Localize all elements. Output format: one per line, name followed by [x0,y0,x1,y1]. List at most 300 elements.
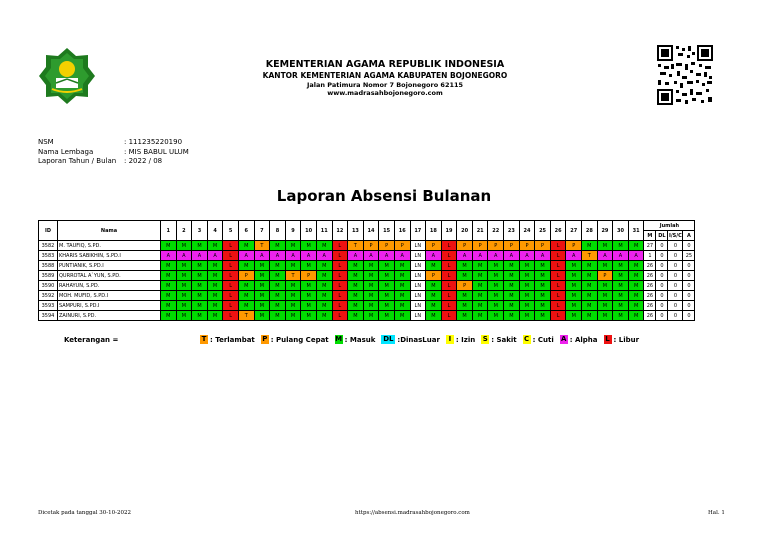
cell-day: M [207,241,223,251]
cell-day: M [285,311,301,321]
legend [64,335,645,344]
cell-day: L [223,281,239,291]
cell-day: M [519,291,535,301]
table-row [39,271,695,281]
cell-day: L [441,311,457,321]
cell-day: M [161,281,177,291]
cell-day: LN [410,301,426,311]
table-row [39,251,695,261]
cell-day: M [519,271,535,281]
legend-label: Keterangan = [64,335,119,344]
legend-text: : Cuti [532,335,554,344]
cell-day: M [192,301,208,311]
cell-day: L [441,291,457,301]
cell-day: M [301,261,317,271]
cell-day: M [254,271,270,281]
cell-day: M [285,261,301,271]
cell-day: M [207,301,223,311]
cell-day: L [223,251,239,261]
col-header-day: 25 [535,221,551,241]
cell-day: A [176,251,192,261]
cell-day: M [597,241,613,251]
cell-day: M [504,271,520,281]
meta-row-period [38,157,189,167]
cell-day: M [270,301,286,311]
cell-sum: 0 [668,251,683,261]
cell-day: M [207,311,223,321]
cell-day: LN [410,251,426,261]
cell-day: M [597,261,613,271]
cell-day: M [566,261,582,271]
cell-sum: 0 [668,271,683,281]
cell-day: M [316,281,332,291]
cell-sum: 26 [644,261,656,271]
cell-day: L [332,311,348,321]
cell-day: M [472,301,488,311]
cell-day: M [582,281,598,291]
cell-day: M [394,311,410,321]
table-row [39,261,695,271]
cell-day: T [254,241,270,251]
legend-text: : Pulang Cepat [270,335,329,344]
cell-day: M [176,241,192,251]
cell-day: M [535,311,551,321]
cell-day: T [582,251,598,261]
cell-day: M [301,241,317,251]
cell-day: M [192,311,208,321]
cell-day: M [519,311,535,321]
cell-day: M [161,241,177,251]
cell-day: L [550,271,566,281]
legend-item [381,335,440,344]
cell-sum: 0 [668,291,683,301]
cell-day: M [176,311,192,321]
legend-swatch: M [335,335,343,343]
cell-day: M [161,271,177,281]
cell-day: L [550,251,566,261]
qr-code [656,44,714,106]
legend-swatch: I [446,335,454,344]
meta-value: : 2022 / 08 [124,157,163,165]
cell-day: M [394,281,410,291]
cell-day: M [176,271,192,281]
cell-day: M [628,261,644,271]
col-header-jumlah: Jumlah [644,221,695,231]
cell-id: 3593 [39,301,58,311]
cell-day: M [161,261,177,271]
cell-day: L [550,301,566,311]
cell-day: L [332,291,348,301]
legend-swatch: A [561,335,567,343]
cell-day: M [316,271,332,281]
col-header-day: 30 [613,221,629,241]
cell-day: M [582,261,598,271]
cell-day: M [161,311,177,321]
legend-swatch: DL [383,335,394,343]
table-row [39,281,695,291]
col-header-day: 12 [332,221,348,241]
cell-sum: 0 [656,261,668,271]
cell-day: L [550,281,566,291]
cell-day: M [628,301,644,311]
cell-day: M [566,271,582,281]
report-meta [38,138,189,167]
col-header-day: 15 [379,221,395,241]
cell-day: M [192,281,208,291]
table-row [39,241,695,251]
cell-day: L [441,281,457,291]
legend-item [446,335,475,344]
cell-day: L [332,251,348,261]
cell-day: M [363,301,379,311]
cell-day: M [472,261,488,271]
cell-sum: 0 [668,281,683,291]
cell-day: M [426,281,442,291]
col-header-day: 24 [519,221,535,241]
cell-day: L [332,301,348,311]
cell-sum: 0 [656,291,668,301]
col-header-day: 11 [316,221,332,241]
cell-day: M [504,261,520,271]
cell-day: L [332,261,348,271]
cell-sum: 1 [644,251,656,261]
cell-day: M [348,271,364,281]
cell-day: M [426,311,442,321]
cell-sum: 0 [668,311,683,321]
cell-day: M [613,301,629,311]
cell-day: M [628,281,644,291]
cell-day: M [301,311,317,321]
meta-row-lembaga [38,148,189,158]
footer-url: https://absensi.madrasahbojonegoro.com [355,510,470,516]
cell-day: M [457,291,473,301]
cell-day: L [441,251,457,261]
cell-day: M [363,311,379,321]
meta-key: NSM [38,138,54,146]
col-header-day: 7 [254,221,270,241]
cell-day: M [238,291,254,301]
cell-day: M [628,241,644,251]
table-row [39,311,695,321]
cell-sum: 26 [644,271,656,281]
cell-day: M [597,301,613,311]
cell-day: M [301,291,317,301]
cell-day: M [628,311,644,321]
col-header-day: 2 [176,221,192,241]
cell-day: M [488,271,504,281]
cell-day: L [441,301,457,311]
cell-id: 3590 [39,281,58,291]
page-number: Hal. 1 [708,510,725,516]
cell-day: L [441,271,457,281]
legend-item [261,335,329,344]
cell-name: MOH. MUFID, S.PD.I [58,291,161,301]
cell-day: M [535,301,551,311]
cell-day: A [270,251,286,261]
cell-sum: 0 [683,291,695,301]
cell-day: M [207,261,223,271]
cell-sum: 0 [683,301,695,311]
cell-day: A [192,251,208,261]
col-header-day: 29 [597,221,613,241]
cell-day: M [582,271,598,281]
meta-row-nsm [38,138,189,148]
cell-day: M [472,281,488,291]
legend-item [560,335,598,344]
cell-sum: 0 [668,241,683,251]
col-header-day: 28 [582,221,598,241]
cell-day: M [488,301,504,311]
cell-id: 3583 [39,251,58,261]
cell-day: M [176,281,192,291]
legend-text: :DinasLuar [397,335,440,344]
cell-day: M [176,301,192,311]
cell-day: M [613,271,629,281]
cell-day: A [457,251,473,261]
cell-day: M [176,291,192,301]
cell-day: M [316,311,332,321]
legend-swatch: L [605,335,610,343]
cell-sum: 0 [656,241,668,251]
cell-day: M [488,291,504,301]
cell-day: M [254,261,270,271]
cell-day: M [566,311,582,321]
cell-day: M [161,301,177,311]
cell-day: M [301,301,317,311]
cell-day: M [535,281,551,291]
cell-day: M [457,261,473,271]
cell-sum: 26 [644,291,656,301]
col-header-day: 22 [488,221,504,241]
legend-text: : Izin [455,335,476,344]
cell-day: LN [410,281,426,291]
cell-day: A [161,251,177,261]
col-header-day: 31 [628,221,644,241]
cell-id: 3592 [39,291,58,301]
cell-day: M [348,301,364,311]
cell-day: M [207,291,223,301]
cell-day: M [394,301,410,311]
col-header-day: 19 [441,221,457,241]
cell-day: M [379,291,395,301]
col-header-day: 1 [161,221,177,241]
cell-day: M [472,291,488,301]
cell-day: M [192,271,208,281]
col-header-day: 23 [504,221,520,241]
legend-item [200,335,255,344]
cell-name: QURROTAL A`YUN, S.PD. [58,271,161,281]
cell-sum: 26 [644,281,656,291]
cell-day: A [363,251,379,261]
cell-day: M [285,281,301,291]
cell-day: M [192,241,208,251]
cell-day: M [192,291,208,301]
cell-day: M [628,291,644,301]
legend-text: : Terlambat [210,335,255,344]
legend-text: : Masuk [344,335,376,344]
legend-swatch: S [482,335,488,343]
cell-day: M [504,311,520,321]
cell-day: A [566,251,582,261]
cell-day: P [426,241,442,251]
cell-day: L [223,311,239,321]
col-header-day: 20 [457,221,473,241]
ministry-name: KEMENTERIAN AGAMA REPUBLIK INDONESIA [265,59,505,70]
cell-day: M [472,271,488,281]
cell-day: P [472,241,488,251]
office-address: Jalan Patimura Nomor 7 Bojonegoro 62115 [306,81,464,89]
cell-day: M [394,291,410,301]
cell-sum: 0 [668,301,683,311]
cell-day: P [426,271,442,281]
col-header-day: 4 [207,221,223,241]
cell-day: M [597,291,613,301]
cell-sum: 25 [683,251,695,261]
cell-day: M [613,311,629,321]
cell-day: M [426,261,442,271]
meta-key: Nama Lembaga [38,147,94,156]
cell-day: M [613,241,629,251]
cell-day: L [223,271,239,281]
cell-day: LN [410,291,426,301]
cell-day: LN [410,311,426,321]
cell-day: M [535,261,551,271]
col-header-day: 16 [394,221,410,241]
cell-day: P [394,241,410,251]
cell-day: M [238,301,254,311]
cell-day: L [332,271,348,281]
cell-day: M [426,301,442,311]
cell-day: M [207,281,223,291]
col-header-day: 6 [238,221,254,241]
cell-day: P [597,271,613,281]
col-header-day: 3 [192,221,208,241]
col-header-nama: Nama [58,221,161,241]
cell-day: P [238,271,254,281]
cell-day: M [316,261,332,271]
cell-day: M [348,311,364,321]
cell-day: M [457,301,473,311]
col-header-day: 21 [472,221,488,241]
cell-day: L [332,241,348,251]
cell-day: M [254,311,270,321]
letterhead [180,59,590,97]
cell-sum: 0 [668,261,683,271]
cell-day: T [348,241,364,251]
cell-day: M [316,301,332,311]
cell-day: A [394,251,410,261]
cell-day: M [582,311,598,321]
cell-day: A [426,251,442,261]
cell-day: A [379,251,395,261]
cell-day: M [613,281,629,291]
cell-day: L [550,261,566,271]
cell-id: 3588 [39,261,58,271]
cell-day: L [223,261,239,271]
legend-text: : Libur [613,335,640,344]
cell-day: L [550,241,566,251]
cell-day: M [426,291,442,301]
cell-id: 3594 [39,311,58,321]
cell-day: M [270,241,286,251]
legend-text: : Sakit [491,335,517,344]
cell-day: M [207,271,223,281]
cell-name: SAMPURI, S.PD.I [58,301,161,311]
cell-day: A [519,251,535,261]
cell-day: M [254,281,270,291]
cell-day: L [550,291,566,301]
cell-day: M [519,281,535,291]
col-header-day: 8 [270,221,286,241]
cell-sum: 0 [683,311,695,321]
cell-day: M [566,281,582,291]
kemenag-logo [38,47,96,105]
cell-day: M [192,261,208,271]
cell-day: LN [410,241,426,251]
cell-day: M [597,311,613,321]
cell-name: ZAINURI, S.PD. [58,311,161,321]
col-header-day: 13 [348,221,364,241]
cell-day: M [566,291,582,301]
cell-day: T [285,271,301,281]
cell-sum: 26 [644,311,656,321]
legend-item [335,335,376,344]
cell-day: P [363,241,379,251]
meta-value: : MIS BABUL ULUM [124,147,189,156]
cell-name: PUNTIANIK, S.PD.I [58,261,161,271]
col-header-day: 14 [363,221,379,241]
cell-day: M [363,271,379,281]
cell-day: A [535,251,551,261]
cell-day: A [238,251,254,261]
cell-day: M [582,241,598,251]
legend-swatch: T [201,335,207,343]
cell-sum: 27 [644,241,656,251]
meta-value: : 111235220190 [124,138,183,146]
cell-day: M [254,291,270,301]
cell-day: A [348,251,364,261]
cell-sum: 0 [656,301,668,311]
cell-day: M [504,281,520,291]
cell-day: P [488,241,504,251]
cell-name: KHARIS SABIKHIN, S.PD.I [58,251,161,261]
cell-day: M [285,301,301,311]
col-header-id: ID [39,221,58,241]
cell-day: A [301,251,317,261]
cell-day: M [488,261,504,271]
cell-day: M [394,261,410,271]
cell-sum: 0 [683,241,695,251]
cell-sum: 0 [683,281,695,291]
cell-day: A [628,251,644,261]
meta-key: Laporan Tahun / Bulan [38,157,117,165]
cell-day: M [348,261,364,271]
cell-day: M [363,291,379,301]
page-title: Laporan Absensi Bulanan [276,187,492,205]
cell-day: M [348,281,364,291]
cell-day: M [519,301,535,311]
cell-day: M [285,241,301,251]
cell-day: M [472,311,488,321]
cell-id: 3589 [39,271,58,281]
cell-sum: 0 [656,271,668,281]
col-header-sum: DL [656,231,668,241]
office-website: www.madrasahbojonegoro.com [327,89,443,97]
cell-day: M [270,261,286,271]
cell-day: M [457,271,473,281]
cell-day: M [285,291,301,301]
cell-day: M [488,311,504,321]
